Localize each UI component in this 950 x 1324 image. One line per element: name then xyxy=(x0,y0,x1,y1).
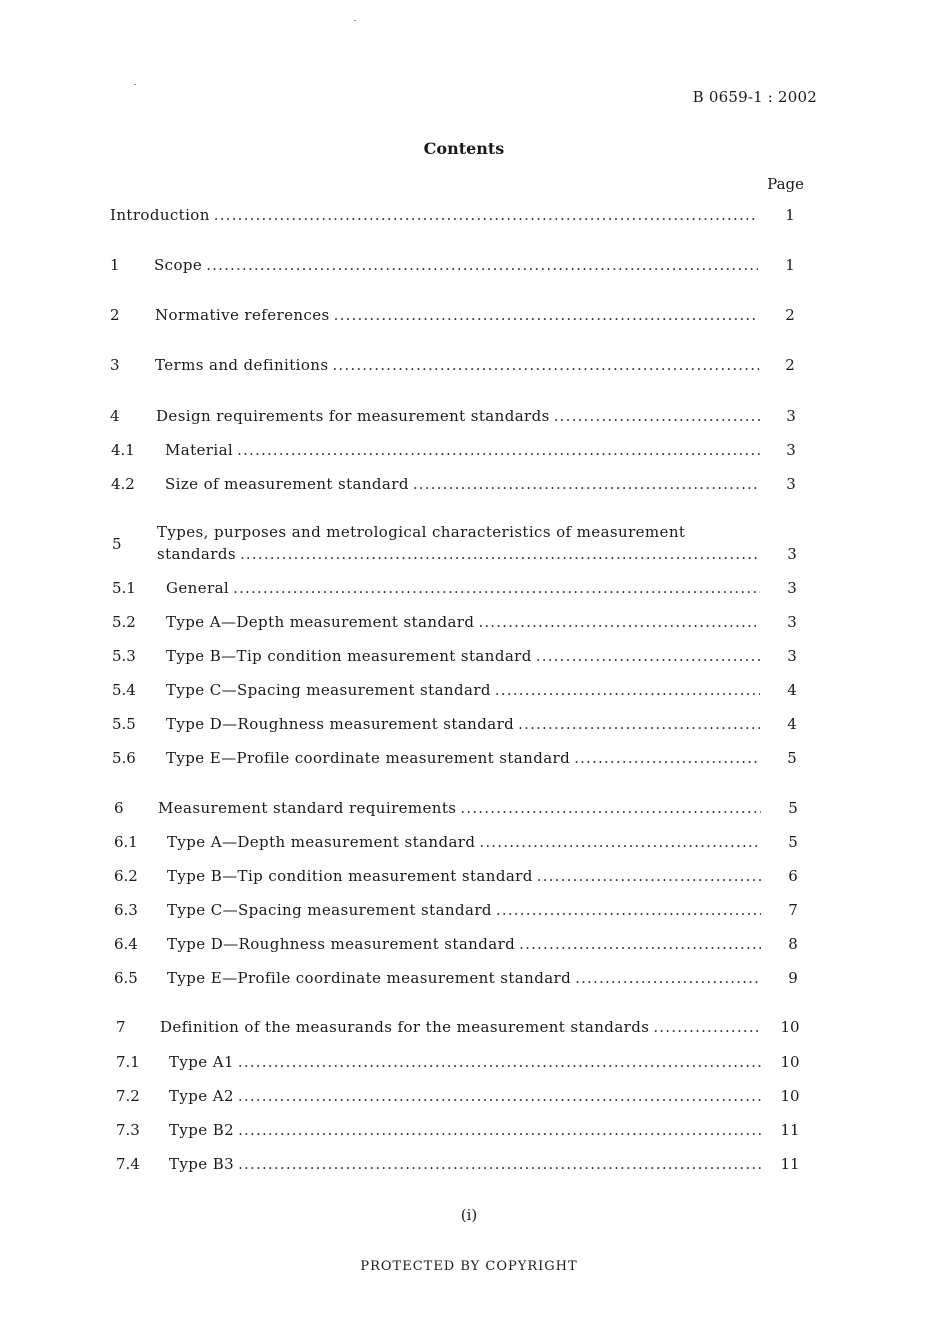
toc-entry[interactable] xyxy=(114,831,834,853)
toc-entry[interactable] xyxy=(111,473,831,495)
toc-entry-page: 5 xyxy=(788,833,798,851)
toc-entry-page: 9 xyxy=(788,969,798,987)
toc-entry[interactable] xyxy=(114,865,834,887)
toc-entry[interactable] xyxy=(110,304,830,326)
toc-entry-number: 7.3 xyxy=(116,1121,140,1139)
toc-entry-page: 10 xyxy=(780,1053,800,1071)
page-column-heading: Page xyxy=(767,175,804,193)
toc-entry-page: 1 xyxy=(785,206,795,224)
toc-entry-title: Type B2 xyxy=(169,1121,235,1139)
toc-entry-number: 6 xyxy=(114,799,124,817)
toc-entry-title: Measurement standard requirements xyxy=(158,799,457,817)
toc-entry-text xyxy=(167,899,761,921)
toc-entry-page: 3 xyxy=(786,441,796,459)
toc-entry-page: 10 xyxy=(780,1018,800,1036)
leader-dots xyxy=(537,865,761,887)
leader-dots xyxy=(478,611,760,633)
contents-title: Contents xyxy=(423,139,505,158)
toc-entry-text xyxy=(166,645,760,667)
leader-dots xyxy=(518,713,760,735)
leader-dots xyxy=(519,933,761,955)
toc-entry-page: 1 xyxy=(785,256,795,274)
toc-entry-text xyxy=(165,439,760,461)
toc-entry-title: standards xyxy=(157,545,236,563)
toc-entry-page: 7 xyxy=(788,901,798,919)
toc-entry[interactable] xyxy=(112,747,832,769)
toc-entry[interactable] xyxy=(114,967,834,989)
toc-entry-title: Scope xyxy=(154,256,203,274)
toc-entry-page: 8 xyxy=(788,935,798,953)
leader-dots xyxy=(536,645,760,667)
toc-entry[interactable] xyxy=(114,899,834,921)
toc-entry-text xyxy=(165,473,760,495)
toc-entry-text xyxy=(155,304,759,326)
toc-entry-text xyxy=(169,1153,762,1175)
leader-dots xyxy=(554,405,760,427)
toc-entry[interactable] xyxy=(116,1051,836,1073)
toc-entry-number: 7.1 xyxy=(116,1053,140,1071)
toc-entry-title-line1: Types, purposes and metrological characteristics of measurement xyxy=(157,523,686,541)
toc-entry-page: 3 xyxy=(786,475,796,493)
toc-entry-page: 3 xyxy=(786,407,796,425)
toc-entry-page: 4 xyxy=(787,681,797,699)
toc-entry-number: 4 xyxy=(110,407,120,425)
leader-dots xyxy=(238,1051,762,1073)
leader-dots xyxy=(332,354,759,376)
toc-entry[interactable] xyxy=(114,933,834,955)
leader-dots xyxy=(206,254,758,276)
toc-entry-page: 10 xyxy=(780,1087,800,1105)
leader-dots xyxy=(460,797,761,819)
document-id: B 0659-1 : 2002 xyxy=(692,88,817,106)
toc-entry-title: Terms and definitions xyxy=(155,356,329,374)
toc-entry-title: Type B—Tip condition measurement standard xyxy=(166,647,532,665)
toc-entry[interactable] xyxy=(112,535,832,565)
toc-entry-text xyxy=(167,967,761,989)
toc-entry-text xyxy=(110,204,757,226)
toc-entry-number: 6.1 xyxy=(114,833,138,851)
toc-entry-title: General xyxy=(166,579,230,597)
toc-entry-title: Type B3 xyxy=(169,1155,235,1173)
toc-entry-page: 4 xyxy=(787,715,797,733)
toc-entry[interactable] xyxy=(112,645,832,667)
toc-entry-number: 3 xyxy=(110,356,120,374)
toc-entry[interactable] xyxy=(116,1085,836,1107)
toc-entry-title: Type E—Profile coordinate measurement standard xyxy=(167,969,572,987)
toc-entry-page: 3 xyxy=(787,647,797,665)
toc-entry-title: Type C—Spacing measurement standard xyxy=(166,681,491,699)
leader-dots xyxy=(334,304,759,326)
toc-entry[interactable] xyxy=(110,204,830,226)
leader-dots xyxy=(240,543,760,565)
toc-entry-number: 5.1 xyxy=(112,579,136,597)
copyright-notice: PROTECTED BY COPYRIGHT xyxy=(360,1259,578,1274)
toc-entry-number: 5.4 xyxy=(112,681,136,699)
toc-entry-number: 5 xyxy=(112,535,122,553)
toc-entry-title: Type C—Spacing measurement standard xyxy=(167,901,492,919)
toc-entry-number: 6.2 xyxy=(114,867,138,885)
toc-entry-page: 3 xyxy=(787,579,797,597)
toc-entry[interactable] xyxy=(116,1016,836,1038)
toc-entry-title: Type A—Depth measurement standard xyxy=(167,833,476,851)
toc-entry-text xyxy=(158,797,761,819)
toc-entry-text xyxy=(156,405,760,427)
toc-entry-text xyxy=(167,933,761,955)
toc-entry-title: Type A—Depth measurement standard xyxy=(166,613,475,631)
toc-entry-title: Type A1 xyxy=(169,1053,234,1071)
toc-entry-text xyxy=(169,1051,762,1073)
toc-entry-title: Design requirements for measurement standards xyxy=(156,407,550,425)
toc-entry-number: 6.3 xyxy=(114,901,138,919)
toc-entry-page: 2 xyxy=(785,356,795,374)
toc-entry-page: 6 xyxy=(788,867,798,885)
leader-dots xyxy=(495,679,760,701)
toc-entry-title: Type D—Roughness measurement standard xyxy=(167,935,516,953)
leader-dots xyxy=(575,967,761,989)
toc-entry-text xyxy=(167,831,761,853)
toc-entry-text xyxy=(157,543,760,565)
toc-entry-number: 7 xyxy=(116,1018,126,1036)
leader-dots xyxy=(214,204,757,226)
toc-entry-title: Type D—Roughness measurement standard xyxy=(166,715,515,733)
toc-entry[interactable] xyxy=(112,679,832,701)
toc-entry-number: 4.1 xyxy=(111,441,135,459)
toc-entry-text xyxy=(166,713,760,735)
leader-dots xyxy=(413,473,760,495)
toc-entry[interactable] xyxy=(112,611,832,633)
toc-entry-number: 7.4 xyxy=(116,1155,140,1173)
toc-entry[interactable] xyxy=(116,1119,836,1141)
toc-entry-title: Type A2 xyxy=(169,1087,234,1105)
toc-entry-page: 2 xyxy=(785,306,795,324)
toc-entry-page: 11 xyxy=(780,1121,800,1139)
toc-entry-text xyxy=(160,1016,759,1038)
toc-entry[interactable] xyxy=(110,405,830,427)
toc-entry[interactable] xyxy=(114,797,834,819)
toc-entry-text xyxy=(166,747,760,769)
toc-entry[interactable] xyxy=(110,354,830,376)
toc-entry-number: 5.5 xyxy=(112,715,136,733)
toc-entry-title: Definition of the measurands for the measurement standards xyxy=(160,1018,650,1036)
toc-entry-number: 6.5 xyxy=(114,969,138,987)
leader-dots xyxy=(238,1153,762,1175)
toc-entry-number: 1 xyxy=(110,256,120,274)
toc-entry-number: 2 xyxy=(110,306,120,324)
toc-entry[interactable] xyxy=(116,1153,836,1175)
page-number: (i) xyxy=(460,1206,478,1224)
leader-dots xyxy=(574,747,760,769)
toc-entry[interactable] xyxy=(111,439,831,461)
toc-entry-number: 5.6 xyxy=(112,749,136,767)
toc-entry-page: 3 xyxy=(787,613,797,631)
toc-entry[interactable] xyxy=(110,254,830,276)
toc-entry-number: 4.2 xyxy=(111,475,135,493)
toc-entry-page: 5 xyxy=(787,749,797,767)
toc-entry-page: 3 xyxy=(787,545,797,563)
leader-dots xyxy=(238,1085,762,1107)
toc-entry-text xyxy=(169,1085,762,1107)
toc-entry[interactable] xyxy=(112,577,832,599)
toc-entry[interactable] xyxy=(112,713,832,735)
toc-entry-page: 5 xyxy=(788,799,798,817)
toc-entry-title: Type E—Profile coordinate measurement standard xyxy=(166,749,571,767)
leader-dots xyxy=(238,1119,762,1141)
toc-entry-text xyxy=(169,1119,762,1141)
toc-entry-title: Material xyxy=(165,441,234,459)
toc-entry-title: Type B—Tip condition measurement standard xyxy=(167,867,533,885)
toc-entry-title: Normative references xyxy=(155,306,330,324)
toc-entry-text xyxy=(154,254,758,276)
toc-entry-text xyxy=(166,679,760,701)
leader-dots xyxy=(233,577,760,599)
toc-entry-number: 7.2 xyxy=(116,1087,140,1105)
leader-dots xyxy=(653,1016,759,1038)
toc-entry-number: 6.4 xyxy=(114,935,138,953)
leader-dots xyxy=(237,439,760,461)
toc-entry-number: 5.2 xyxy=(112,613,136,631)
toc-entry-title: Introduction xyxy=(110,206,210,224)
toc-entry-title: Size of measurement standard xyxy=(165,475,409,493)
toc-entry-text xyxy=(167,865,761,887)
leader-dots xyxy=(496,899,761,921)
leader-dots xyxy=(479,831,761,853)
toc-entry-text xyxy=(166,611,760,633)
toc-entry-number: 5.3 xyxy=(112,647,136,665)
toc-entry-text xyxy=(166,577,760,599)
toc-entry-text xyxy=(155,354,759,376)
toc-entry-page: 11 xyxy=(780,1155,800,1173)
